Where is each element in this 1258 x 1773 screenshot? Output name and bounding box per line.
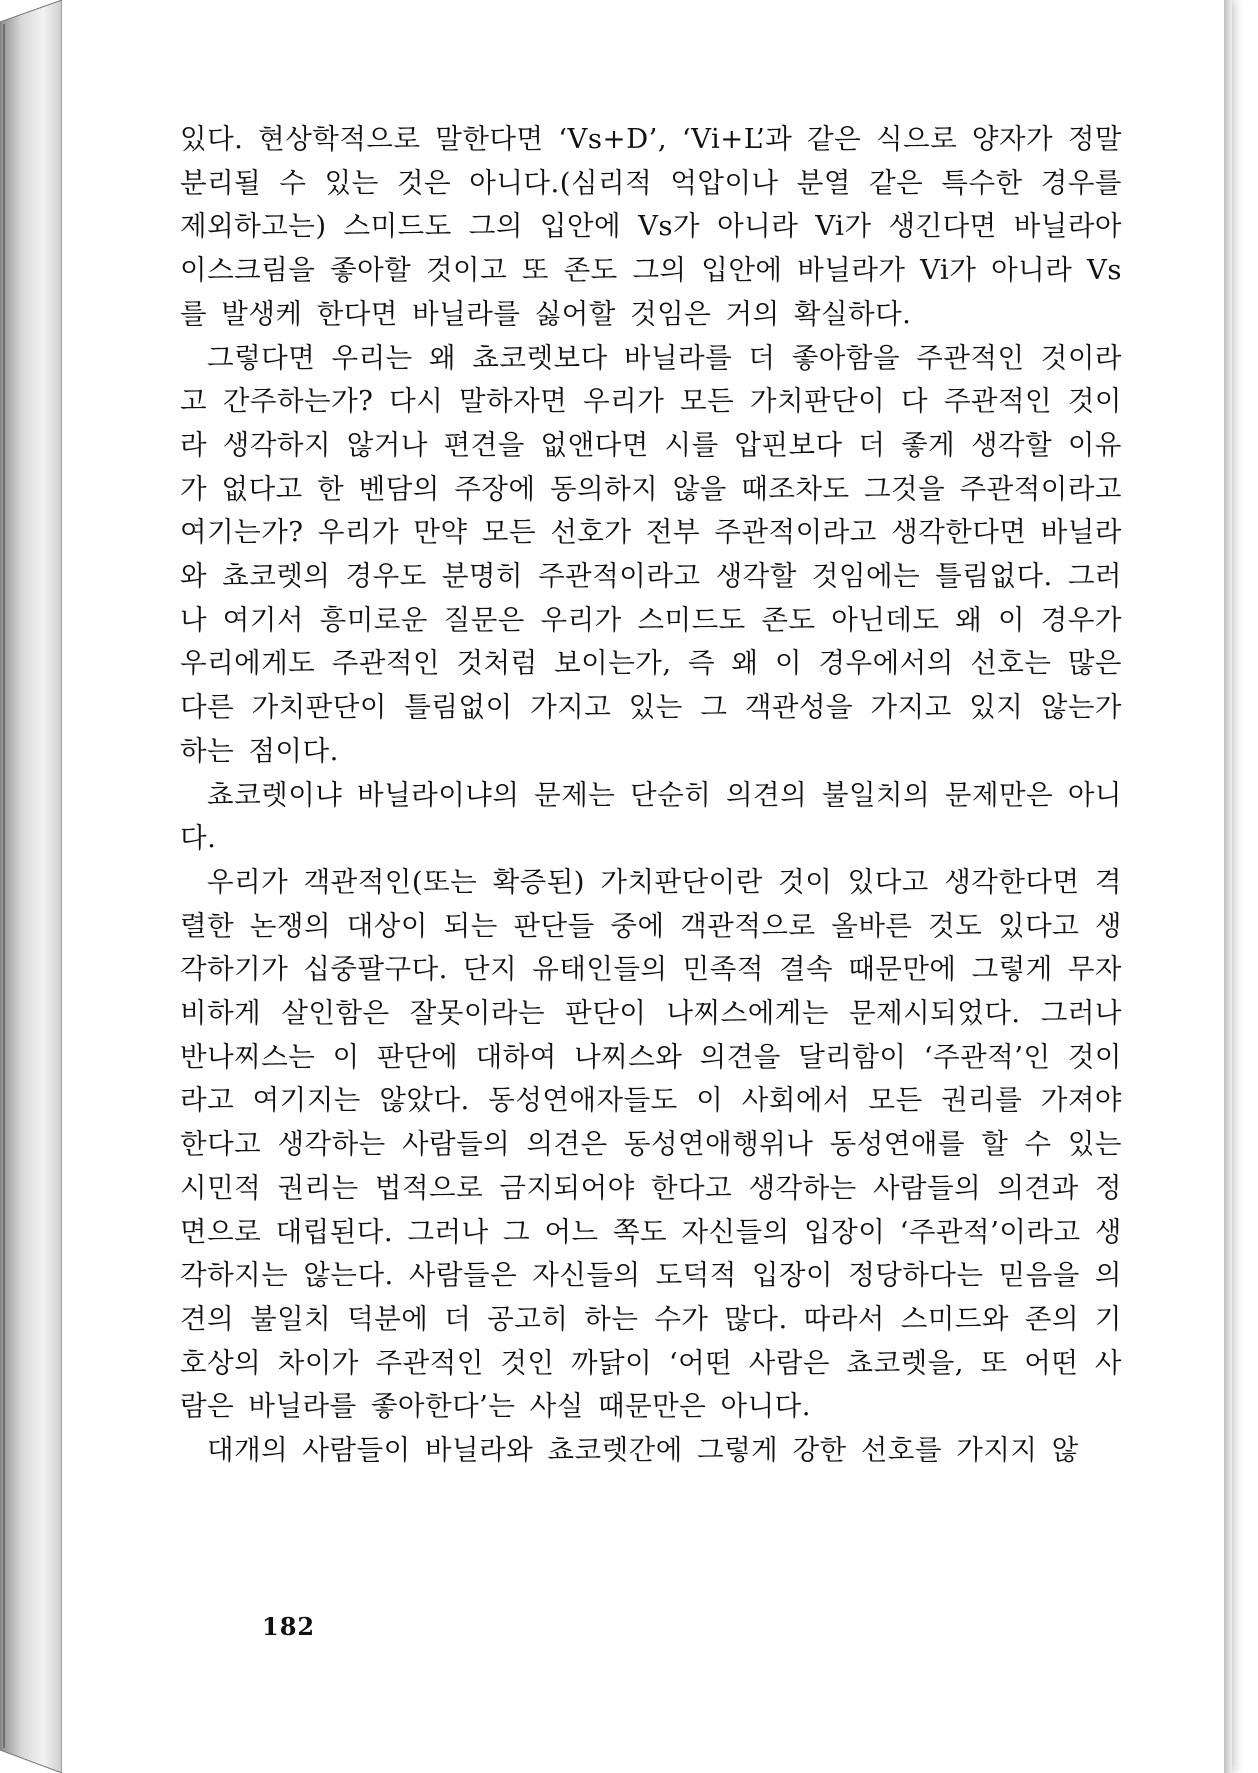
page-edge	[1224, 0, 1232, 1773]
page-number: 182	[262, 1612, 316, 1641]
paragraph-4: 우리가 객관적인(또는 확증된) 가치판단이란 것이 있다고 생각한다면 격렬한 논쟁의 대상이 되는 판단들 중에 객관적으로 올바른 것도 있다고 생각하기가 십중팔구다. 단지 유태인들의 민족적 결속 때문만에 그렇게 무자비하게 살인함은 잘못이라는 판단이 나찌스에게는 문제시되었다. 그러나 반나찌스는 이 판단에 대하여 나찌스와 의견을 달리함이 ‘주관적’인 것이라고 여기지는 않았다. 동성연애자들도 이 사회에서 모든 권리를 가져야 한다고 생각하는 사람들의 의견은 동성연애행위나 동성연애를 할 수 있는 시민적 권리는 법적으로 금지되어야 한다고 생각하는 사람들의 의견과 정면으로 대립된다. 그러나 그 어느 쪽도 자신들의 입장이 ‘주관적’이라고 생각하지는 않는다. 사람들은 자신들의 도덕적 입장이 정당하다는 믿음을 의견의 불일치 덕분에 더 공고히 하는 수가 많다. 따라서 스미드와 존의 기호상의 차이가 주관적인 것인 까닭이 ‘어떤 사람은 쵸코렛을, 또 어떤 사람은 바닐라를 좋아한다’는 사실 때문만은 아니다.	[180, 865, 1122, 1423]
paragraph-2: 그렇다면 우리는 왜 쵸코렛보다 바닐라를 더 좋아함을 주관적인 것이라고 간주하는가? 다시 말하자면 우리가 모든 가치판단이 다 주관적인 것이라 생각하지 않거나 편견을 없앤다면 시를 압핀보다 더 좋게 생각할 이유가 없다고 한 벤담의 주장에 동의하지 않을 때조차도 그것을 주관적이라고 여기는가? 우리가 만약 모든 선호가 전부 주관적이라고 생각한다면 바닐라와 쵸코렛의 경우도 분명히 주관적이라고 생각할 것임에는 틀림없다. 그러나 여기서 흥미로운 질문은 우리가 스미드도 존도 아닌데도 왜 이 경우가 우리에게도 주관적인 것처럼 보이는가, 즉 왜 이 경우에서의 선호는 많은 다른 가치판단이 틀림없이 가지고 있는 그 객관성을 가지고 있지 않는가 하는 점이다.	[180, 341, 1122, 767]
spine-graphic	[0, 0, 70, 1773]
paragraph-1: 있다. 현상학적으로 말한다면 ‘Vs+D’, ‘Vi+L’과 같은 식으로 양자가 정말 분리될 수 있는 것은 아니다.(심리적 억압이나 분열 같은 특수한 경우를 제외하고는) 스미드도 그의 입안에 Vs가 아니라 Vi가 생긴다면 바닐라아이스크림을 좋아할 것이고 또 존도 그의 입안에 바닐라가 Vi가 아니라 Vs를 발생케 한다면 바닐라를 싫어할 것임은 거의 확실하다.	[180, 123, 1122, 330]
paragraph-3: 쵸코렛이냐 바닐라이냐의 문제는 단순히 의견의 불일치의 문제만은 아니다.	[180, 778, 1122, 855]
body-text	[180, 118, 1122, 1473]
paragraph-5: 대개의 사람들이 바닐라와 쵸코렛간에 그렇게 강한 선호를 가지지 않	[207, 1434, 1079, 1467]
book-spine	[0, 0, 70, 1773]
